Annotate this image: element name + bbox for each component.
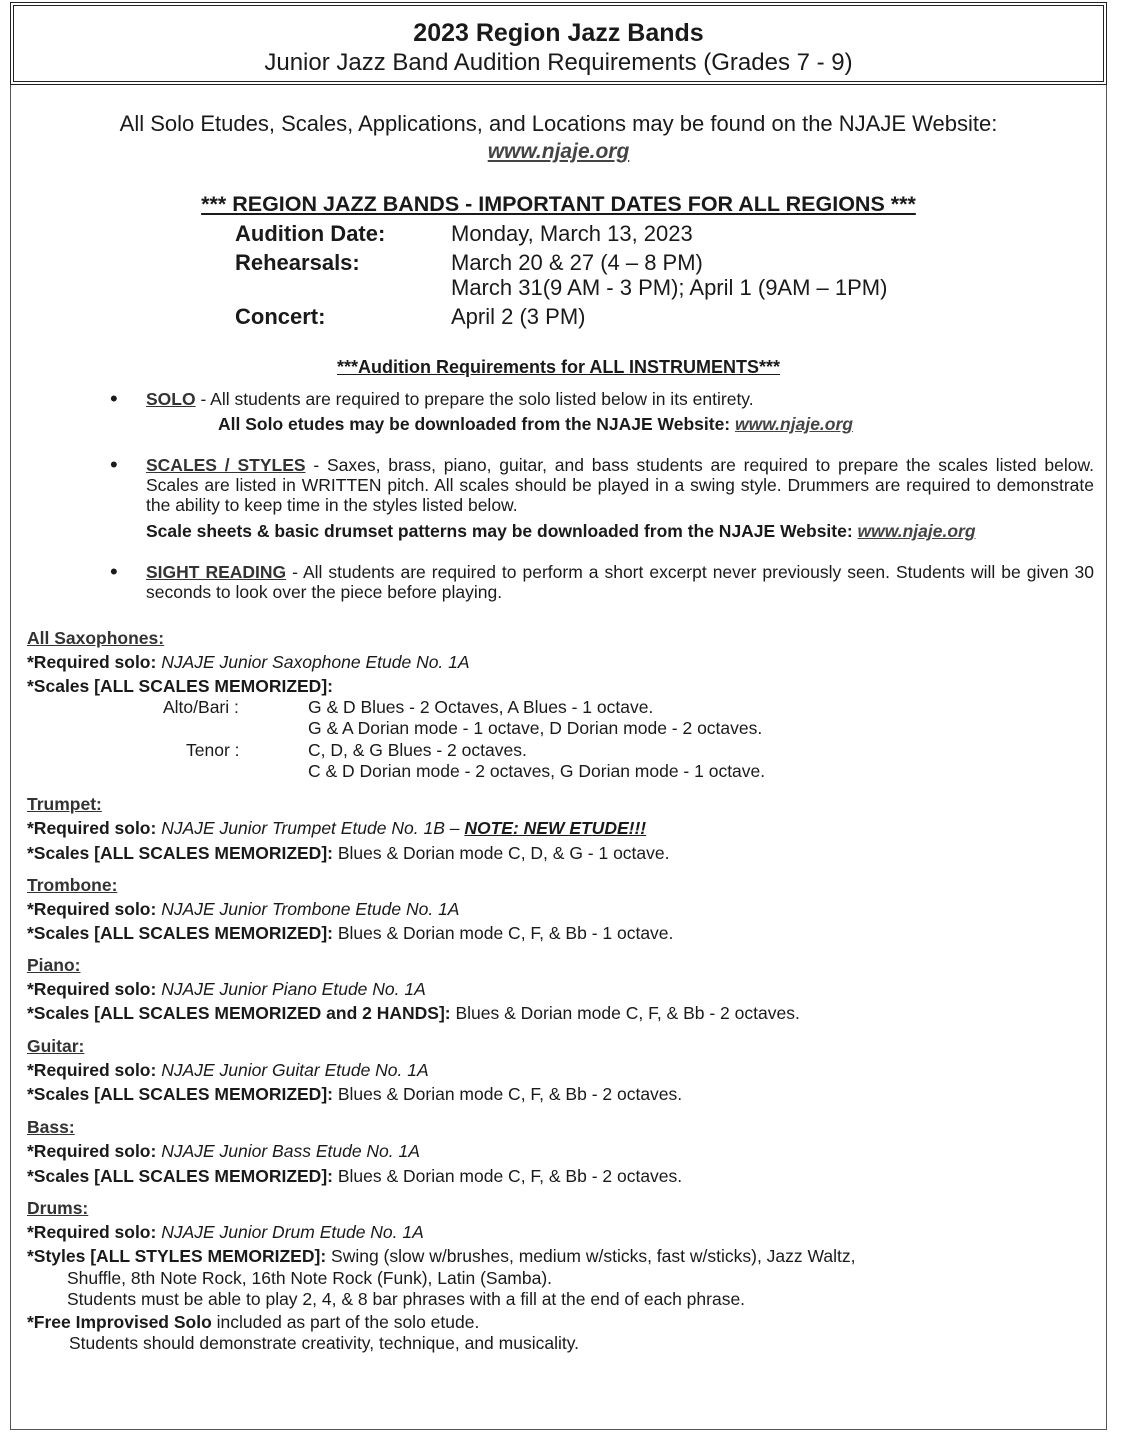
scales-label: *Scales [ALL SCALES MEMORIZED]:: [27, 1166, 333, 1186]
piano-scales: [27, 1003, 800, 1023]
rehearsals-label: Rehearsals:: [235, 250, 360, 275]
guitar-title: Guitar:: [27, 1036, 85, 1056]
solo-value: NJAJE Junior Bass Etude No. 1A: [161, 1141, 420, 1161]
solo-label: *Required solo:: [27, 652, 162, 672]
rehearsals-value-2: March 31(9 AM - 3 PM); April 1 (9AM – 1PM): [451, 275, 888, 300]
website-link[interactable]: www.njaje.org: [487, 140, 630, 163]
scales-label: *Scales [ALL SCALES MEMORIZED]:: [27, 1084, 333, 1104]
solo-bullet: [146, 389, 1094, 409]
drums-solo: [27, 1222, 424, 1242]
solo-value: NJAJE Junior Piano Etude No. 1A: [161, 979, 426, 999]
solo-label: *Required solo:: [27, 979, 162, 999]
intro-line: All Solo Etudes, Scales, Applications, and Locations may be found on the NJAJE Website:: [119, 111, 998, 136]
sight-label: SIGHT READING: [146, 562, 287, 582]
scales-label: *Scales [ALL SCALES MEMORIZED]:: [27, 843, 333, 863]
page-title: 2023 Region Jazz Bands: [413, 19, 704, 47]
scales-bullet: [146, 455, 1094, 515]
solo-label: *Required solo:: [27, 1060, 162, 1080]
alto-label: Alto/Bari :: [163, 697, 239, 717]
solo-download-line: [218, 413, 853, 435]
guitar-scales: [27, 1084, 682, 1104]
solo-value: NJAJE Junior Guitar Etude No. 1A: [161, 1060, 429, 1080]
scales-value: Blues & Dorian mode C, F, & Bb - 2 octaves.: [450, 1003, 800, 1023]
header-box: [10, 2, 1107, 85]
audition-label: Audition Date:: [235, 221, 386, 246]
scales-label: *Scales [ALL SCALES MEMORIZED and 2 HANDS]:: [27, 1003, 451, 1023]
sight-text: - All students are required to perform a short excerpt never previously seen. Students will be given 30 seconds to look over the piece before playing.: [146, 562, 1094, 602]
solo-label: *Required solo:: [27, 1222, 162, 1242]
solo-label: SOLO: [146, 389, 196, 409]
solo-value: NJAJE Junior Trombone Etude No. 1A: [161, 899, 460, 919]
tenor-scales-1: C, D, & G Blues - 2 octaves.: [308, 740, 527, 760]
alto-scales-1: G & D Blues - 2 Octaves, A Blues - 1 octave.: [308, 697, 654, 717]
scales-download-text: Scale sheets & basic drumset patterns may be downloaded from the NJAJE Website:: [146, 521, 858, 541]
saxophones-solo: [27, 652, 470, 672]
scales-value: Blues & Dorian mode C, F, & Bb - 2 octaves.: [332, 1084, 683, 1104]
guitar-solo: [27, 1060, 429, 1080]
scales-label: SCALES / STYLES: [146, 455, 306, 475]
scales-value: Blues & Dorian mode C, F, & Bb - 1 octave.: [332, 923, 674, 943]
scales-download-line: [146, 520, 976, 542]
scales-website-link[interactable]: www.njaje.org: [857, 521, 976, 541]
scales-text: - Saxes, brass, piano, guitar, and bass students are required to prepare the scales listed below. Scales are listed in WRITTEN pitch. All scales should be played in a swing style. Drummers are required to demonstrate the ability to keep time in the styles listed below.: [146, 455, 1095, 515]
solo-label: *Required solo:: [27, 899, 162, 919]
bass-solo: [27, 1141, 420, 1161]
solo-website-link[interactable]: www.njaje.org: [735, 414, 853, 434]
piano-solo: [27, 979, 426, 999]
free-solo-value: included as part of the solo etude.: [211, 1312, 480, 1332]
solo-value: NJAJE Junior Trumpet Etude No. 1B –: [161, 818, 465, 838]
drums-free-solo: [27, 1312, 479, 1332]
page-subtitle: Junior Jazz Band Audition Requirements (Grades 7 - 9): [264, 49, 853, 76]
bullet-icon: •: [110, 452, 118, 477]
scales-value: Blues & Dorian mode C, F, & Bb - 2 octaves.: [332, 1166, 683, 1186]
styles-value: Swing (slow w/brushes, medium w/sticks, fast w/sticks), Jazz Waltz,: [326, 1246, 856, 1266]
rehearsals-value-1: March 20 & 27 (4 – 8 PM): [451, 250, 703, 275]
solo-download-text: All Solo etudes may be downloaded from the NJAJE Website:: [218, 414, 735, 434]
bullet-icon: •: [110, 386, 118, 411]
solo-value: NJAJE Junior Saxophone Etude No. 1A: [161, 652, 470, 672]
audition-value: Monday, March 13, 2023: [451, 221, 693, 246]
new-etude-note: NOTE: NEW ETUDE!!!: [464, 818, 647, 838]
scales-value: Blues & Dorian mode C, D, & G - 1 octave.: [332, 843, 670, 863]
styles-label: *Styles [ALL STYLES MEMORIZED]:: [27, 1246, 327, 1266]
solo-value: NJAJE Junior Drum Etude No. 1A: [161, 1222, 424, 1242]
drums-styles-line-3: Students must be able to play 2, 4, & 8 bar phrases with a fill at the end of each phrase.: [67, 1289, 746, 1309]
dates-heading: *** REGION JAZZ BANDS - IMPORTANT DATES FOR ALL REGIONS ***: [201, 192, 916, 216]
bass-title: Bass:: [27, 1117, 75, 1137]
solo-label: *Required solo:: [27, 1141, 162, 1161]
tenor-scales-2: C & D Dorian mode - 2 octaves, G Dorian mode - 1 octave.: [308, 761, 766, 781]
concert-value: April 2 (3 PM): [451, 304, 586, 329]
trombone-scales: [27, 923, 673, 943]
drums-styles: [27, 1246, 855, 1266]
solo-label: *Required solo:: [27, 818, 162, 838]
trombone-title: Trombone:: [27, 875, 118, 895]
trombone-solo: [27, 899, 459, 919]
sight-bullet: [146, 562, 1094, 602]
drums-free-line-2: Students should demonstrate creativity, technique, and musicality.: [69, 1333, 580, 1353]
saxophones-scales-label: *Scales [ALL SCALES MEMORIZED]:: [27, 676, 333, 696]
trumpet-title: Trumpet:: [27, 794, 102, 814]
piano-title: Piano:: [27, 955, 81, 975]
requirements-heading: ***Audition Requirements for ALL INSTRUMENTS***: [336, 357, 781, 377]
trumpet-solo: [27, 818, 646, 838]
bullet-icon: •: [110, 559, 118, 584]
trumpet-scales: [27, 843, 670, 863]
concert-label: Concert:: [235, 304, 326, 329]
drums-styles-line-2: Shuffle, 8th Note Rock, 16th Note Rock (Funk), Latin (Samba).: [67, 1268, 553, 1288]
scales-label: *Scales [ALL SCALES MEMORIZED]:: [27, 923, 333, 943]
drums-title: Drums:: [27, 1198, 89, 1218]
solo-text: - All students are required to prepare the solo listed below in its entirety.: [195, 389, 754, 409]
bass-scales: [27, 1166, 682, 1186]
tenor-label: Tenor :: [186, 740, 240, 760]
alto-scales-2: G & A Dorian mode - 1 octave, D Dorian mode - 2 octaves.: [308, 718, 763, 738]
free-solo-label: *Free Improvised Solo: [27, 1312, 212, 1332]
saxophones-title: All Saxophones:: [27, 628, 165, 648]
